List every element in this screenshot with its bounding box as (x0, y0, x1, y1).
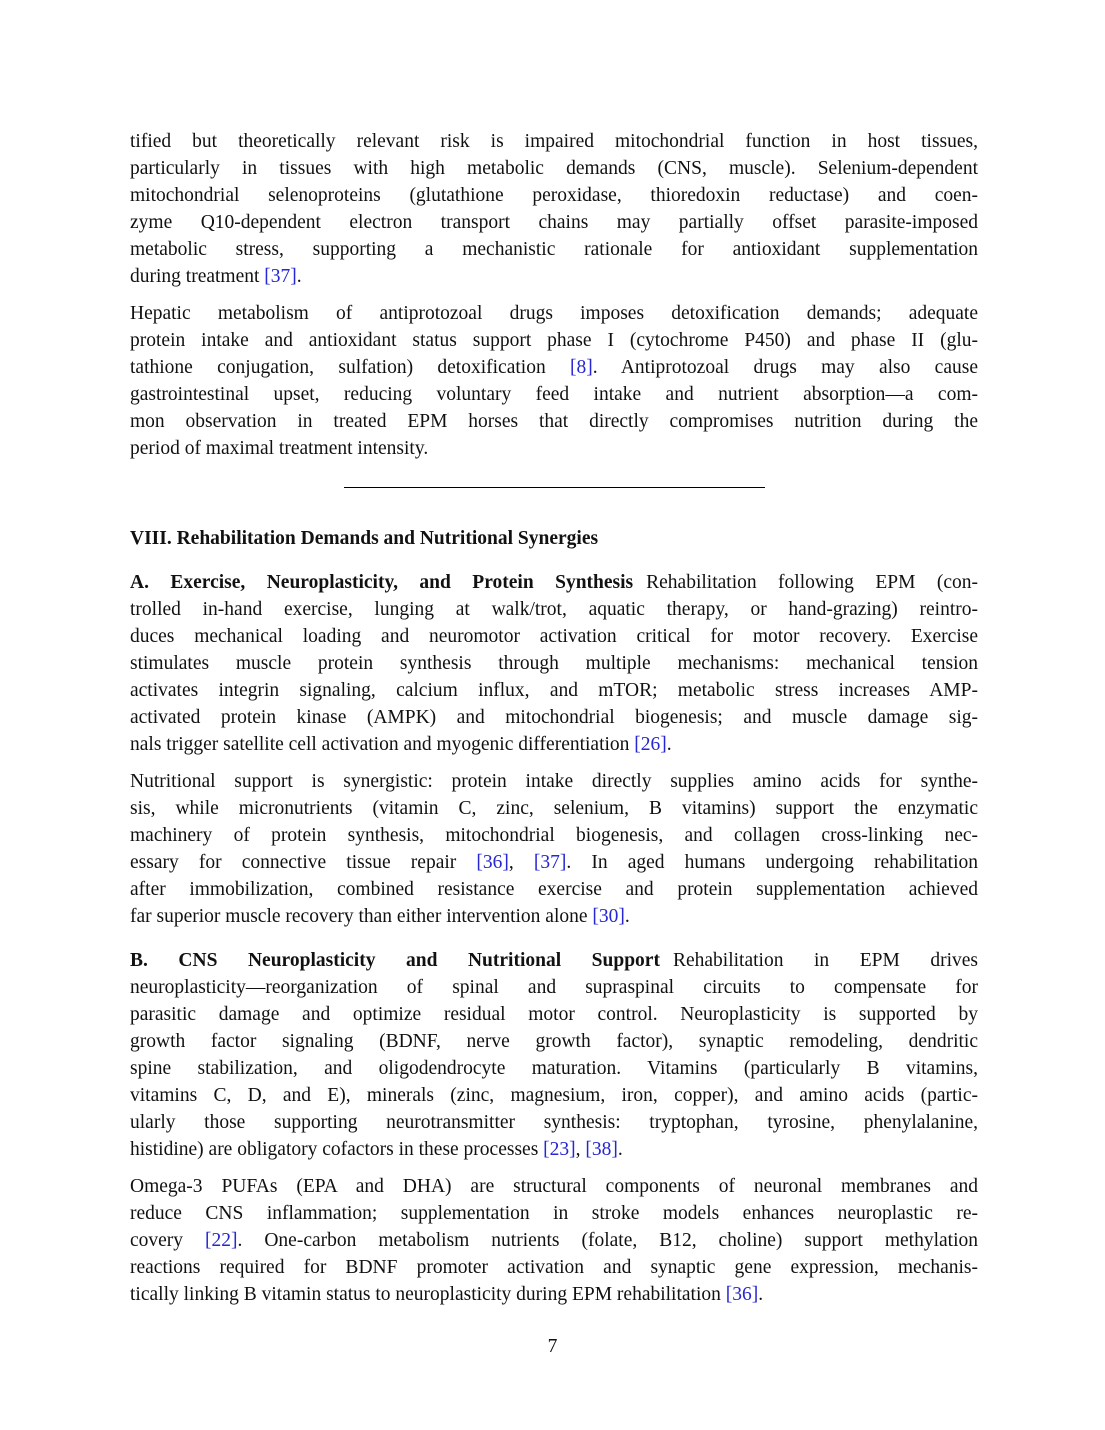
text-line: tified but theoretically relevant risk is impaired mitochondrial function in host tissues, (130, 131, 978, 152)
text-line: particularly in tissues with high metabolic demands (CNS, muscle). Selenium-dependent (130, 158, 978, 179)
text-line: covery [22]. One-carbon metabolism nutrients (folate, B12, choline) support methylation (130, 1230, 978, 1251)
text-line: trolled in-hand exercise, lunging at walk/trot, aquatic therapy, or hand-grazing) reintro- (130, 599, 978, 620)
text-line: tathione conjugation, sulfation) detoxification [8]. Antiprotozoal drugs may also cause (130, 357, 978, 378)
text-line: tically linking B vitamin status to neuroplasticity during EPM rehabilitation [36]. (130, 1284, 764, 1305)
text-line: gastrointestinal upset, reducing voluntary feed intake and nutrient absorption—a com- (130, 384, 978, 405)
paragraph-cns-neuroplasticity (130, 947, 978, 1163)
text-line: mon observation in treated EPM horses that directly compromises nutrition during the (130, 411, 978, 432)
text-line: reactions required for BDNF promoter activation and synaptic gene expression, mechanis- (130, 1257, 978, 1278)
text-line: stimulates muscle protein synthesis through multiple mechanisms: mechanical tension (130, 653, 978, 674)
text-line: metabolic stress, supporting a mechanistic rationale for antioxidant supplementation (130, 239, 978, 260)
paragraph-omega3-pufas (130, 1173, 978, 1308)
text-line: zyme Q10-dependent electron transport chains may partially offset parasite-imposed (130, 212, 978, 233)
paragraph-nutritional-synergy (130, 768, 978, 930)
section-divider-rule (344, 487, 765, 488)
text-line: parasitic damage and optimize residual motor control. Neuroplasticity is supported by (130, 1004, 978, 1025)
text-line: vitamins C, D, and E), minerals (zinc, magnesium, iron, copper), and amino acids (partic- (130, 1085, 978, 1106)
citation-link[interactable]: [37] (264, 266, 297, 287)
text-line: far superior muscle recovery than either intervention alone [30]. (130, 906, 630, 927)
citation-link[interactable]: [37] (533, 852, 567, 873)
runin-heading: B. CNS Neuroplasticity and Nutritional Support (130, 950, 660, 971)
text-line: histidine) are obligatory cofactors in these processes [23], [38]. (130, 1139, 623, 1160)
text-line: B. CNS Neuroplasticity and Nutritional Support Rehabilitation in EPM drives (130, 950, 978, 971)
text-line: nals trigger satellite cell activation and myogenic differentiation [26]. (130, 734, 672, 755)
page-number: 7 (547, 1336, 558, 1357)
text-line: period of maximal treatment intensity. (130, 438, 429, 459)
text-line: neuroplasticity—reorganization of spinal and supraspinal circuits to compensate for (130, 977, 978, 998)
text-line: essary for connective tissue repair [36], [37]. In aged humans undergoing rehabilitation (130, 852, 978, 873)
text-line: reduce CNS inflammation; supplementation in stroke models enhances neuroplastic re- (130, 1203, 978, 1224)
document-body (130, 128, 978, 1308)
text-line: Omega-3 PUFAs (EPA and DHA) are structural components of neuronal membranes and (130, 1176, 978, 1197)
section-heading: VIII. Rehabilitation Demands and Nutritional Synergies (130, 528, 599, 549)
text-line: duces mechanical loading and neuromotor activation critical for motor recovery. Exercise (130, 626, 978, 647)
text-line: Hepatic metabolism of antiprotozoal drugs imposes detoxification demands; adequate (130, 303, 978, 324)
text-line: machinery of protein synthesis, mitochondrial biogenesis, and collagen cross-linking nec- (130, 825, 978, 846)
text-line: Nutritional support is synergistic: protein intake directly supplies amino acids for synthe- (130, 771, 978, 792)
citation-link[interactable]: [8] (570, 357, 593, 378)
text-line: activates integrin signaling, calcium influx, and mTOR; metabolic stress increases AMP- (130, 680, 978, 701)
text-line: A. Exercise, Neuroplasticity, and Protein Synthesis Rehabilitation following EPM (con- (130, 572, 978, 593)
text-line: mitochondrial selenoproteins (glutathione peroxidase, thioredoxin reductase) and coen- (130, 185, 978, 206)
paragraph-exercise-protein-synthesis (130, 569, 978, 758)
text-line: sis, while micronutrients (vitamin C, zinc, selenium, B vitamins) support the enzymatic (130, 798, 978, 819)
text-line: activated protein kinase (AMPK) and mitochondrial biogenesis; and muscle damage sig- (130, 707, 978, 728)
paragraph-mitochondrial-continuation (130, 128, 978, 290)
citation-link[interactable]: [26] (634, 734, 667, 755)
paragraph-hepatic-metabolism (130, 300, 978, 462)
text-line: spine stabilization, and oligodendrocyte maturation. Vitamins (particularly B vitamins, (130, 1058, 978, 1079)
citation-link[interactable]: [38] (585, 1139, 618, 1160)
citation-link[interactable]: [36] (725, 1284, 759, 1305)
citation-link[interactable]: [36] (476, 852, 509, 873)
text-line: ularly those supporting neurotransmitter synthesis: tryptophan, tyrosine, phenylalanine, (130, 1112, 978, 1133)
citation-link[interactable]: [23] (543, 1139, 576, 1160)
text-line: growth factor signaling (BDNF, nerve growth factor), synaptic remodeling, dendritic (130, 1031, 978, 1052)
runin-heading: A. Exercise, Neuroplasticity, and Protein Synthesis (130, 572, 634, 593)
citation-link[interactable]: [30] (592, 906, 625, 927)
text-line: protein intake and antioxidant status support phase I (cytochrome P450) and phase II (glu- (130, 330, 978, 351)
citation-link[interactable]: [22] (205, 1230, 238, 1251)
text-line: after immobilization, combined resistance exercise and protein supplementation achieved (130, 879, 978, 900)
text-line: during treatment [37]. (130, 266, 302, 287)
